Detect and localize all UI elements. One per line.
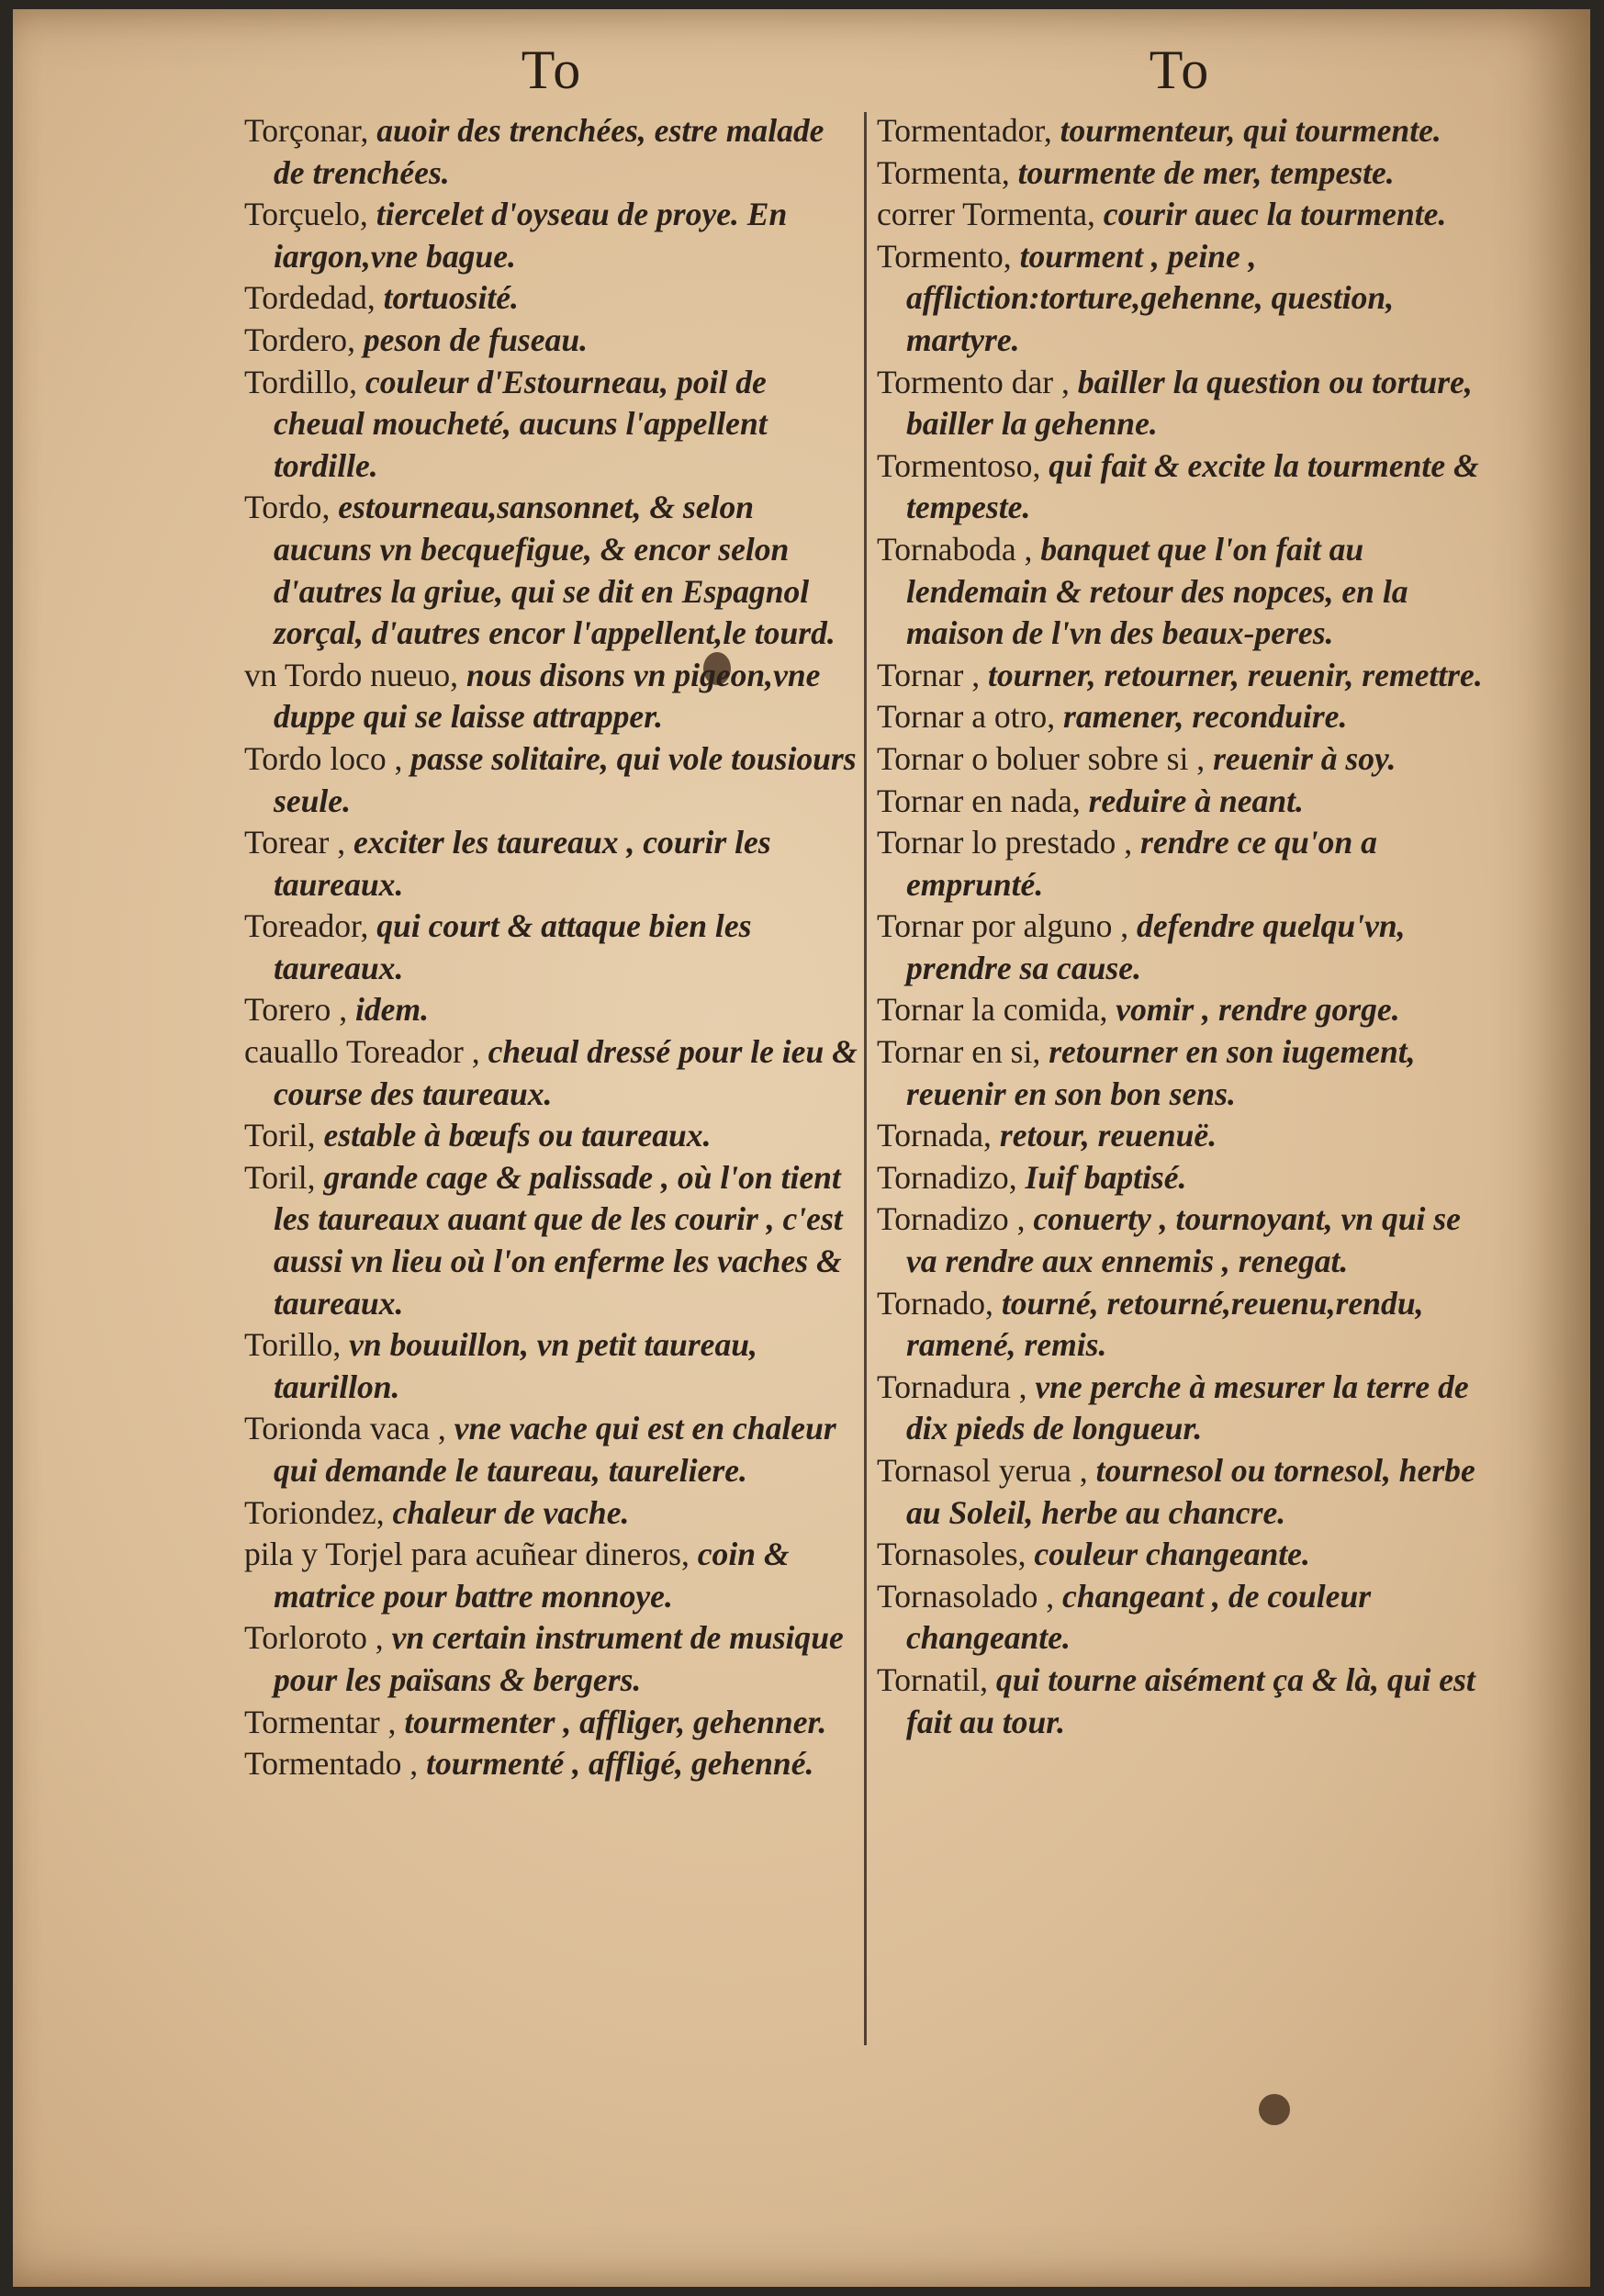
dictionary-entry bbox=[877, 1367, 1483, 1450]
entry-definition: vn certain instrument de musique pour les païsans & bergers. bbox=[274, 1619, 844, 1698]
entry-headword: Tormento dar , bbox=[877, 363, 1078, 400]
dictionary-entry bbox=[244, 277, 859, 320]
entry-definition: coin & matrice pour battre monnoye. bbox=[274, 1536, 790, 1615]
entry-headword: Tornadizo , bbox=[877, 1200, 1034, 1238]
entry-definition: Iuif baptisé. bbox=[1025, 1158, 1187, 1196]
dictionary-entry bbox=[244, 1031, 859, 1115]
dictionary-entry bbox=[877, 194, 1483, 236]
left-column bbox=[244, 37, 859, 1785]
entry-headword: Tormentado , bbox=[244, 1745, 427, 1783]
entry-headword: Torillo, bbox=[244, 1326, 350, 1364]
entry-definition: reuenir à soy. bbox=[1213, 739, 1396, 777]
entry-definition: chaleur de vache. bbox=[392, 1493, 630, 1531]
entry-headword: Tornasol yerua , bbox=[877, 1452, 1096, 1489]
entry-headword: Tornasolado , bbox=[877, 1577, 1063, 1615]
entry-definition: rendre ce qu'on a emprunté. bbox=[906, 824, 1377, 903]
entry-headword: Tordero, bbox=[244, 321, 364, 358]
entry-headword: Toril, bbox=[244, 1117, 324, 1154]
entry-headword: Torionda vaca , bbox=[244, 1410, 454, 1447]
entry-headword: Torloroto , bbox=[244, 1619, 392, 1657]
entry-headword: Tormentador, bbox=[877, 112, 1060, 149]
dictionary-entry bbox=[244, 320, 859, 362]
entry-definition: auoir des trenchées, estre malade de trenchées. bbox=[274, 112, 824, 191]
dictionary-entry bbox=[877, 655, 1483, 697]
entry-headword: Tordo loco , bbox=[244, 739, 411, 777]
entry-definition: qui fait & excite la tourmente & tempeste. bbox=[906, 446, 1479, 526]
entry-definition: nous disons vn pigeon,vne duppe qui se laisse attrapper. bbox=[274, 656, 821, 736]
entry-headword: Toreador, bbox=[244, 907, 377, 945]
entry-definition: couleur d'Estourneau, poil de cheual moucheté, aucuns l'appellent tordille. bbox=[274, 363, 768, 484]
dictionary-entry bbox=[877, 1157, 1483, 1199]
dictionary-entry bbox=[877, 1576, 1483, 1660]
dictionary-entry bbox=[877, 236, 1483, 362]
dictionary-entry bbox=[877, 989, 1483, 1031]
dictionary-entry bbox=[244, 1324, 859, 1408]
entry-definition: tourmenter , affliger, gehenner. bbox=[404, 1703, 827, 1740]
left-running-header: To bbox=[521, 39, 583, 100]
entry-definition: reduire à neant. bbox=[1088, 782, 1304, 819]
entry-headword: Tornadura , bbox=[877, 1367, 1036, 1405]
entry-headword: Torçuelo, bbox=[244, 196, 376, 233]
dictionary-entry bbox=[244, 110, 859, 194]
dictionary-entry bbox=[244, 1617, 859, 1701]
entry-headword: Tornar en si, bbox=[877, 1033, 1049, 1071]
entry-headword: Tormentar , bbox=[244, 1703, 405, 1740]
left-entry-list bbox=[244, 110, 859, 1785]
entry-definition: vne vache qui est en chaleur qui demande le taureau, taureliere. bbox=[274, 1410, 836, 1489]
right-running-header: To bbox=[1149, 39, 1211, 100]
dictionary-entry bbox=[244, 1157, 859, 1324]
entry-definition: ramener, reconduire. bbox=[1063, 698, 1348, 736]
entry-headword: Tornar a otro, bbox=[877, 698, 1063, 736]
entry-definition: exciter les taureaux , courir les taureaux. bbox=[274, 824, 771, 903]
entry-headword: Torero , bbox=[244, 991, 355, 1029]
dictionary-entry bbox=[244, 738, 859, 822]
entry-definition: grande cage & palissade , où l'on tient les taureaux auant que de les courir , c'est aussi vn lieu où l'on enferme les vaches & taureaux. bbox=[274, 1158, 843, 1322]
dictionary-entry bbox=[244, 1408, 859, 1491]
entry-definition: qui tourne aisément ça & là, qui est fait au tour. bbox=[906, 1660, 1475, 1740]
right-column bbox=[877, 37, 1483, 1743]
dictionary-entry bbox=[877, 1031, 1483, 1115]
entry-definition: retourner en son iugement, reuenir en son bon sens. bbox=[906, 1033, 1416, 1112]
entry-definition: couleur changeante. bbox=[1034, 1536, 1310, 1573]
entry-headword: Tornada, bbox=[877, 1117, 1000, 1154]
entry-headword: pila y Torjel para acuñear dineros, bbox=[244, 1536, 698, 1573]
entry-definition: idem. bbox=[355, 991, 430, 1029]
entry-headword: Tormento, bbox=[877, 237, 1020, 275]
dictionary-entry bbox=[244, 906, 859, 989]
entry-definition: tournesol ou tornesol, herbe au Soleil, herbe au chancre. bbox=[906, 1452, 1475, 1531]
entry-headword: cauallo Toreador , bbox=[244, 1033, 488, 1071]
entry-headword: Tornar lo prestado , bbox=[877, 824, 1140, 861]
entry-definition: tourner, retourner, reuenir, remettre. bbox=[988, 656, 1483, 693]
dictionary-entry bbox=[244, 1492, 859, 1535]
dictionary-entry bbox=[877, 1199, 1483, 1282]
entry-definition: vomir , rendre gorge. bbox=[1116, 991, 1400, 1029]
entry-definition: tourmente de mer, tempeste. bbox=[1017, 153, 1395, 191]
dictionary-entry bbox=[877, 110, 1483, 152]
dictionary-entry bbox=[877, 152, 1483, 195]
entry-definition: vne perche à mesurer la terre de dix pieds de longueur. bbox=[906, 1367, 1469, 1447]
dictionary-entry bbox=[877, 822, 1483, 906]
dictionary-entry bbox=[244, 1743, 859, 1785]
entry-headword: Tornar en nada, bbox=[877, 782, 1089, 819]
entry-definition: changeant , de couleur changeante. bbox=[906, 1577, 1372, 1657]
entry-headword: correr Tormenta, bbox=[877, 196, 1104, 233]
entry-definition: estourneau,sansonnet, & selon aucuns vn becquefigue, & encor selon d'autres la griue, qui se dit en Espagnol zorçal, d'autres encor l'appellent,le tourd. bbox=[274, 489, 836, 652]
dictionary-entry bbox=[244, 1534, 859, 1617]
right-entry-list bbox=[877, 110, 1483, 1743]
entry-definition: tortuosité. bbox=[383, 279, 519, 317]
dictionary-entry bbox=[244, 989, 859, 1031]
entry-definition: passe solitaire, qui vole tousiours seule. bbox=[274, 739, 857, 819]
dictionary-entry bbox=[877, 906, 1483, 989]
entry-headword: Torçonar, bbox=[244, 112, 377, 149]
entry-headword: Tormenta, bbox=[877, 153, 1018, 191]
dictionary-entry bbox=[877, 1660, 1483, 1743]
entry-headword: Torear , bbox=[244, 824, 353, 861]
dictionary-entry bbox=[877, 781, 1483, 823]
dictionary-entry bbox=[877, 445, 1483, 529]
entry-headword: Tornar la comida, bbox=[877, 991, 1116, 1029]
dictionary-entry bbox=[877, 1534, 1483, 1576]
entry-definition: tourmenté , affligé, gehenné. bbox=[426, 1745, 814, 1783]
entry-definition: cheual dressé pour le ieu & course des taureaux. bbox=[274, 1033, 858, 1112]
entry-definition: conuerty , tournoyant, vn qui se va rendre aux ennemis , renegat. bbox=[906, 1200, 1461, 1280]
entry-headword: vn Tordo nueuo, bbox=[244, 656, 466, 693]
dictionary-entry bbox=[244, 362, 859, 488]
entry-definition: banquet que l'on fait au lendemain & retour des nopces, en la maison de l'vn des beaux-peres. bbox=[906, 530, 1408, 652]
dictionary-entry bbox=[244, 1115, 859, 1157]
entry-headword: Tordedad, bbox=[244, 279, 384, 317]
entry-headword: Tornasoles, bbox=[877, 1536, 1035, 1573]
entry-headword: Tornadizo, bbox=[877, 1158, 1026, 1196]
entry-definition: tourné, retourné,reuenu,rendu, ramené, remis. bbox=[906, 1284, 1424, 1364]
entry-definition: estable à bœufs ou taureaux. bbox=[323, 1117, 712, 1154]
entry-definition: courir auec la tourmente. bbox=[1103, 196, 1447, 233]
ink-stain-bottom bbox=[1259, 2094, 1290, 2125]
entry-definition: retour, reuenuë. bbox=[999, 1117, 1217, 1154]
dictionary-entry bbox=[877, 1115, 1483, 1157]
entry-definition: vn bouuillon, vn petit taureau, taurillon. bbox=[274, 1326, 757, 1405]
entry-headword: Tornar o boluer sobre si , bbox=[877, 739, 1214, 777]
entry-headword: Tordo, bbox=[244, 489, 339, 526]
entry-headword: Toriondez, bbox=[244, 1493, 393, 1531]
entry-headword: Tordillo, bbox=[244, 363, 365, 400]
entry-headword: Tornado, bbox=[877, 1284, 1002, 1322]
entry-definition: bailler la question ou torture, bailler la gehenne. bbox=[906, 363, 1473, 443]
dictionary-entry bbox=[877, 1283, 1483, 1367]
entry-definition: tourmenteur, qui tourmente. bbox=[1060, 112, 1441, 149]
dictionary-entry bbox=[877, 1450, 1483, 1534]
entry-definition: peson de fuseau. bbox=[363, 321, 589, 358]
entry-headword: Tormentoso, bbox=[877, 446, 1049, 484]
dictionary-entry bbox=[244, 487, 859, 654]
entry-headword: Tornaboda , bbox=[877, 530, 1041, 568]
entry-headword: Tornatil, bbox=[877, 1660, 996, 1698]
dictionary-entry bbox=[877, 696, 1483, 738]
entry-headword: Tornar por alguno , bbox=[877, 907, 1138, 945]
dictionary-entry bbox=[244, 822, 859, 906]
dictionary-entry bbox=[877, 529, 1483, 655]
dictionary-entry bbox=[244, 655, 859, 738]
dictionary-entry bbox=[877, 362, 1483, 445]
entry-definition: qui court & attaque bien les taureaux. bbox=[274, 907, 752, 986]
entry-definition: defendre quelqu'vn, prendre sa cause. bbox=[906, 907, 1406, 986]
entry-headword: Tornar , bbox=[877, 656, 988, 693]
dictionary-entry bbox=[244, 194, 859, 277]
dictionary-entry bbox=[877, 738, 1483, 781]
dictionary-entry bbox=[244, 1702, 859, 1744]
column-divider bbox=[864, 112, 867, 2045]
entry-definition: tourment , peine , affliction:torture,gehenne, question, martyre. bbox=[906, 237, 1395, 358]
entry-definition: tiercelet d'oyseau de proye. En iargon,vne bague. bbox=[274, 196, 788, 275]
entry-headword: Toril, bbox=[244, 1158, 324, 1196]
